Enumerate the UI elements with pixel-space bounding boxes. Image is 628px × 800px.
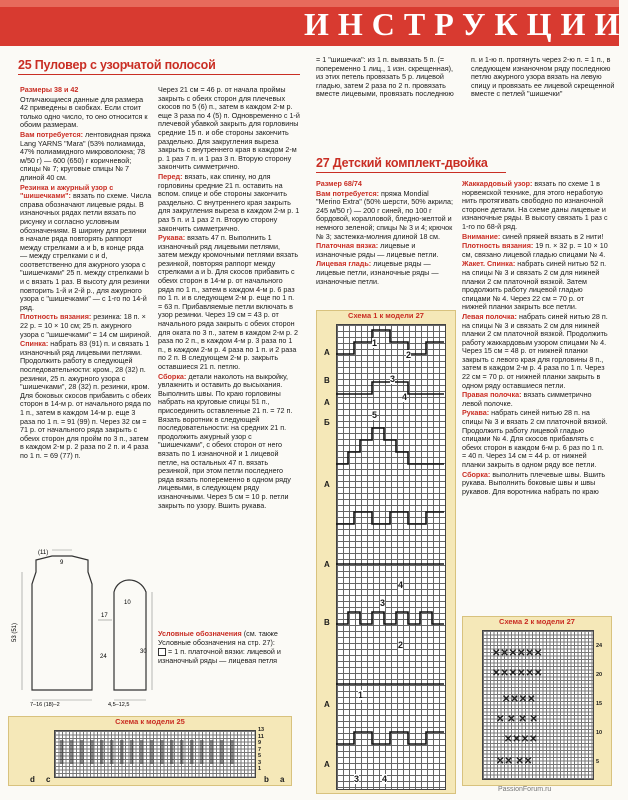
row-label: 1 <box>258 766 262 772</box>
row-label: 9 <box>258 740 262 746</box>
arrow-b: b <box>264 775 269 784</box>
sleeves-text: вязать 47 п. Выполнить 1 изнаночный ряд лицевыми петлями, затем между кромочными петлями вязать резинкой, повторяя раппорт между стрелками а и b. Для скосов прибавить с обеих сторон в 14-м р. от начального ряда по 1 п., затем в каждом 4-м р. 6 раз по 1 п. и в следующем 2-м р. еще по 1 п. = 63 п. Прибавляемые петли включать в узор резинки. Через 19 см = 43 р. от начального ряда закрыть с обеих сторон для оката по 3 п., затем в каждом 2-м р. 2 раза по 2 п., в каждом 4-м р. 3 раза по 1 п., в каждом 2-м р. 4 раза по 1 п. и 2 раза по 2 п. В следующем 2-м р. закрыть оставшиеся 21 п. петлю. <box>158 233 299 371</box>
rib-text: вязать по схеме. Числа справа обозначают лицевые ряды. В изнаночных рядах петли вязать по рисунку и согласно условным обозначениям. В ширину для резинки в начале ряда повторять раппорт между стрелками а и b, в конце ряда — между стрелками c и d, соответственно для ажурного узора с "шишечками" 25 п. между стрелками b и с вязать 1 раз. В высоту для резинки повторить 1-й и 2-й р., для ажурного узора с "шишечками" — с 1-го по 14-й ряд. <box>20 191 152 312</box>
dim-24: 24 <box>100 654 107 660</box>
right-front-text: вязать симметрично левой полочке. <box>462 390 592 408</box>
section-25-title: 25 Пуловер с узорчатой полосой <box>18 58 216 72</box>
dimension-lines <box>22 550 152 700</box>
assembly-label: Сборка: <box>158 371 187 381</box>
chart2-cross-row: ✕✕✕✕ <box>504 734 538 745</box>
section-27-title: 27 Детский комплект-двойка <box>316 156 488 170</box>
chart2-cross-row: ✕✕✕✕✕✕ <box>492 668 543 679</box>
chart-27-1-motifs <box>336 324 446 790</box>
sizes-27-label: Размер 68/74 <box>316 179 362 188</box>
section-27-column-2 <box>462 180 608 610</box>
attention-text: синей пряжей вязать в 2 нити! <box>502 231 604 241</box>
chart-25-title: Схема к модели 25 <box>115 717 185 726</box>
chart1-letter: Б <box>324 418 330 427</box>
density-27-label: Плотность вязания: <box>462 241 534 251</box>
back-continued: Через 21 см = 46 р. от начала проймы закрыть с обеих сторон для плечевых скосов по 5 (6) п., затем в каждом 2-м р. еще 3 раза по 4 (5) п. Одновременно с 1-й плечевой убавкой закрыть для горловины средние 15 п. и обе стороны закончить раздельно. Для закругления выреза закрыть с внутреннего края в каждом 2-м р. 1 раз 7 п. и 1 раз 3 п. Вторую сторону закончить симметрично. <box>158 85 300 172</box>
materials-27-text: пряжа Mondial "Merino Extra" (50% шерсти, 50% акрила; 245 м/50 г) — 200 г синей, по 100 г бордовой, коралловой, бледно-желтой и немного зеленой; спицы № 3 и 4; крючок № 3; застежка-молния длиной 18 см. <box>316 188 453 241</box>
chart-27-2-row-labels <box>596 632 602 777</box>
left-front-text: набрать синей нитью 28 п. на спицы № 3 и связать 2 см для нижней планки 2 см платочной вязкой. Продолжить работу жаккардовым узором спицами № 4. Через 15 см = 48 р. от нижней планки закрыть с левого края для горловины 8 п., затем в каждом 2-м р. 4 раза по 1 п. Через 22 см = 70 р. от нижней планки закрыть в одном ряду оставшиеся петли. <box>462 311 608 390</box>
row-label: 5 <box>596 759 600 765</box>
back-text: набрать 83 (91) п. и связать 1 изнаночный ряд лицевыми петлями. Продолжить работу в следующей последовательности: кром., 28 (32) п. резинки, 25 п. ажурного узора с "шишечками", 28 (32) п. резинки, кром. Для боковых скосов прибавить с обеих сторон в 14-м р. от начального ряда по 1 п., затем в каждом 14-м р. еще 3 раза по 1 п. = 91 (99) п. Через 32 см = 71 р. от начального ряда закрыть с обеих сторон для пройм по 3 п., затем в каждом 2-м р. 2 раза по 2 п. и 4 раза по 1 п. = 69 (77) п. <box>20 339 152 460</box>
footer-site: PassionForum.ru <box>498 786 552 793</box>
arrow-a: a <box>280 775 285 784</box>
chart1-letter: B <box>324 618 330 627</box>
front-label: Перед: <box>158 171 183 181</box>
jacket-text: набрать синей нитью 52 п. на спицы № 3 и связать 2 см для нижней планки 2 см платочной вязкой. Затем продолжить работу лицевой гладью спицами № 4. Через 22 см = 70 р. от нижней планки закрыть все петли. <box>462 259 607 312</box>
bobble-definition <box>316 56 616 152</box>
rib-label: Резинка и ажурный узор с "шишечками": <box>20 182 114 201</box>
dim-top: (11) <box>38 550 49 556</box>
jacquard-label: Жаккардовый узор: <box>462 179 533 188</box>
row-label: 13 <box>258 727 265 733</box>
chart2-cross-row: ✕ ✕ ✕ ✕ <box>496 714 538 725</box>
chart2-cross-row: ✕✕✕✕ <box>502 694 536 705</box>
section-25-column-2 <box>158 85 300 510</box>
assembly-27-text: выполнить плечевые швы. Вшить рукава. Выполнить боковые швы и швы рукавов. Для воротника набрать по краю <box>462 469 606 496</box>
stockinette-text: лицевые ряды — лицевые петли, изнаночные ряды — изнаночные петли. <box>316 259 439 286</box>
density-27-text: 19 п. × 32 р. = 10 × 10 см, связано лицевой гладью спицами № 4. <box>462 241 608 259</box>
sleeve-outline <box>114 580 146 690</box>
chart-27-1-title: Схема 1 к модели 27 <box>348 311 424 320</box>
section-25-rule <box>18 74 300 75</box>
row-label: 15 <box>596 701 603 707</box>
chart-25-pattern <box>60 740 240 764</box>
dim-height: 53 (51) <box>12 622 18 642</box>
arrow-d: d <box>30 775 35 784</box>
chart1-number: 2 <box>406 350 412 360</box>
chart-27-2-title: Схема 2 к модели 27 <box>499 617 575 626</box>
chart1-number: 4 <box>398 580 404 590</box>
materials-text: лентовидная пряжа Lang YARNS "Mara" (53% полиамида, 47% полиамидного микроволокна; 78 м/50 г) — 600 (650) г коричневой; спицы № 7; круговые спицы № 7 длиной 40 см. <box>20 129 151 182</box>
chart1-letter: A <box>324 700 330 709</box>
chart1-letter: A <box>324 348 330 357</box>
chart1-number: 3 <box>380 598 386 608</box>
chart1-letter: A <box>324 398 330 407</box>
materials-27-label: Вам потребуется: <box>316 188 380 198</box>
chart1-letter: B <box>324 376 330 385</box>
sizes-label: Размеры 38 и 42 <box>20 85 79 94</box>
back-label: Спинка: <box>20 339 49 349</box>
sleeves-label: Рукава: <box>158 233 186 243</box>
chart1-number: 1 <box>372 338 378 348</box>
density-text: резинка: 18 п. × 22 р. = 10 × 10 см; 25 п. ажурного узора с "шишечками" = 14 см шириной. <box>20 312 152 339</box>
dim-10: 10 <box>124 600 131 606</box>
section-27-rule <box>316 172 506 173</box>
row-label: 7 <box>258 746 262 753</box>
row-label: 24 <box>596 643 603 649</box>
dim-neck: 9 <box>60 560 64 566</box>
legend-label: Условные обозначения <box>158 629 242 638</box>
dim-17: 17 <box>101 613 108 619</box>
materials-label: Вам потребуется: <box>20 129 84 139</box>
left-front-label: Левая полочка: <box>462 311 517 321</box>
assembly-text: детали наколоть на выкройку, увлажнить и оставить до высыхания. Выполнить швы. По краю горловины набрать на круговые спицы 51 п., присоединить оставленные 21 п. = 72 п. Вязать воротник в следующей последовательности: на средних 21 п. продолжить ажурный узор с "шишечками", с обеих сторон от него вязать по 1 изнаночной и 1 лицевой петле, на остальных 47 п. вязать резинкой, при этом петли последнего ряда вязать попеременно в одном ряду лицевыми, в следующем ряду изнаночными. Через 5 см = 10 р. петли закрыть по узору. Вшить рукава. <box>158 371 293 510</box>
bobble-text: = 1 "шишечка": из 1 п. вывязать 5 п. (= попеременно 1 лиц., 1 изн. скрещенная), из этих петель провязать 5 р. лицевой гладью, затем 2 раза по 2 п. провязать вместе лицевыми, провязать последнюю п. и 1-ю п. протянуть через 2-ю п. = 1 п., в следующем изнаночном ряду последнюю петлю ажурного узора вязать на левую спицу и провязать ее лицевой скрещенной вместе с петлей "шишечки" <box>316 55 615 99</box>
page-title: ИНСТРУКЦИИ <box>304 6 628 42</box>
chart1-number: 4 <box>382 774 388 784</box>
chart1-letter: A <box>324 760 330 769</box>
chart-25-row-labels <box>258 727 264 773</box>
chart1-number: 5 <box>372 410 378 420</box>
stockinette-label: Лицевая гладь: <box>316 259 372 269</box>
chart1-number: 1 <box>358 690 364 700</box>
pattern-schematic <box>8 548 156 706</box>
section-25-column-1 <box>20 85 152 460</box>
legend-item-1: = 1 п. платочной вязки: лицевой и изнаночный ряды — лицевая петля <box>158 647 281 665</box>
plain-text: лицевые и изнаночные ряды — лицевые петли. <box>316 241 439 259</box>
chart2-cross-row: ✕✕ ✕✕ <box>496 756 533 767</box>
row-label: 10 <box>596 730 603 736</box>
front-text: вязать, как спинку, но для горловины средние 21 п. оставить на вспом. спице и обе стороны закончить раздельно. С внутреннего края закрыть для закругления выреза в каждом 2-м р. 1 раз 5 п. и 1 раз 2 п. Вторую сторону закончить симметрично. <box>158 171 300 233</box>
chart1-number: 3 <box>390 374 396 384</box>
chart2-cross-row: ✕✕✕✕✕✕ <box>492 648 543 659</box>
dim-sleeve-width: 4,5–12,5 <box>108 702 130 708</box>
jacket-label: Жакет. Спинка: <box>462 259 516 269</box>
legend-note: (см. также Условные обозначения на стр. 27): <box>158 629 278 647</box>
section-27-column-1 <box>316 180 454 308</box>
sleeves-27-text: набрать синей нитью 28 п. на спицы № 3 и вязать 2 см платочной вязкой. Продолжить работу лицевой гладью спицами № 4. Для скосов прибавлять с обеих сторон в каждом 6-м р. 6 раз по 1 п. = 40 п. Через 14 см = 44 р. от нижней планки закрыть в одном ряду все петли. <box>462 408 608 469</box>
dim-30: 30 <box>140 649 147 655</box>
row-label: 11 <box>258 733 264 740</box>
row-label: 5 <box>258 753 262 759</box>
jacquard-text: вязать по схеме 1 в норвежской технике, для этого неработую нить протягивать свободно по изнаночной стороне детали. На схеме даны лицевые и изнаночные ряды. В высоту связать 1 раз с 1-го по 68-й ряд. <box>462 179 608 231</box>
attention-label: Внимание: <box>462 231 501 241</box>
chart1-number: 3 <box>354 774 360 784</box>
body-outline <box>32 556 92 690</box>
chart1-number: 4 <box>402 392 408 402</box>
plain-label: Платочная вязка: <box>316 241 379 251</box>
density-label: Плотность вязания: <box>20 312 92 322</box>
chart1-number: 2 <box>398 640 404 650</box>
dim-body-width: 7–16 (18)–2 <box>30 702 60 708</box>
sleeves-27-label: Рукава: <box>462 408 490 418</box>
legend <box>158 630 300 690</box>
sizes-intro: Отличающиеся данные для размера 42 приведены в скобках. Если стоит только одно число, то оно относится к обоим размерам. <box>20 94 148 130</box>
row-label: 20 <box>596 672 603 678</box>
row-label: 3 <box>258 759 262 766</box>
right-front-label: Правая полочка: <box>462 390 522 400</box>
chart1-letter: A <box>324 480 330 489</box>
arrow-c: c <box>46 775 51 784</box>
assembly-27-label: Сборка: <box>462 469 491 479</box>
page-header <box>0 0 628 46</box>
chart1-letter: A <box>324 560 330 569</box>
